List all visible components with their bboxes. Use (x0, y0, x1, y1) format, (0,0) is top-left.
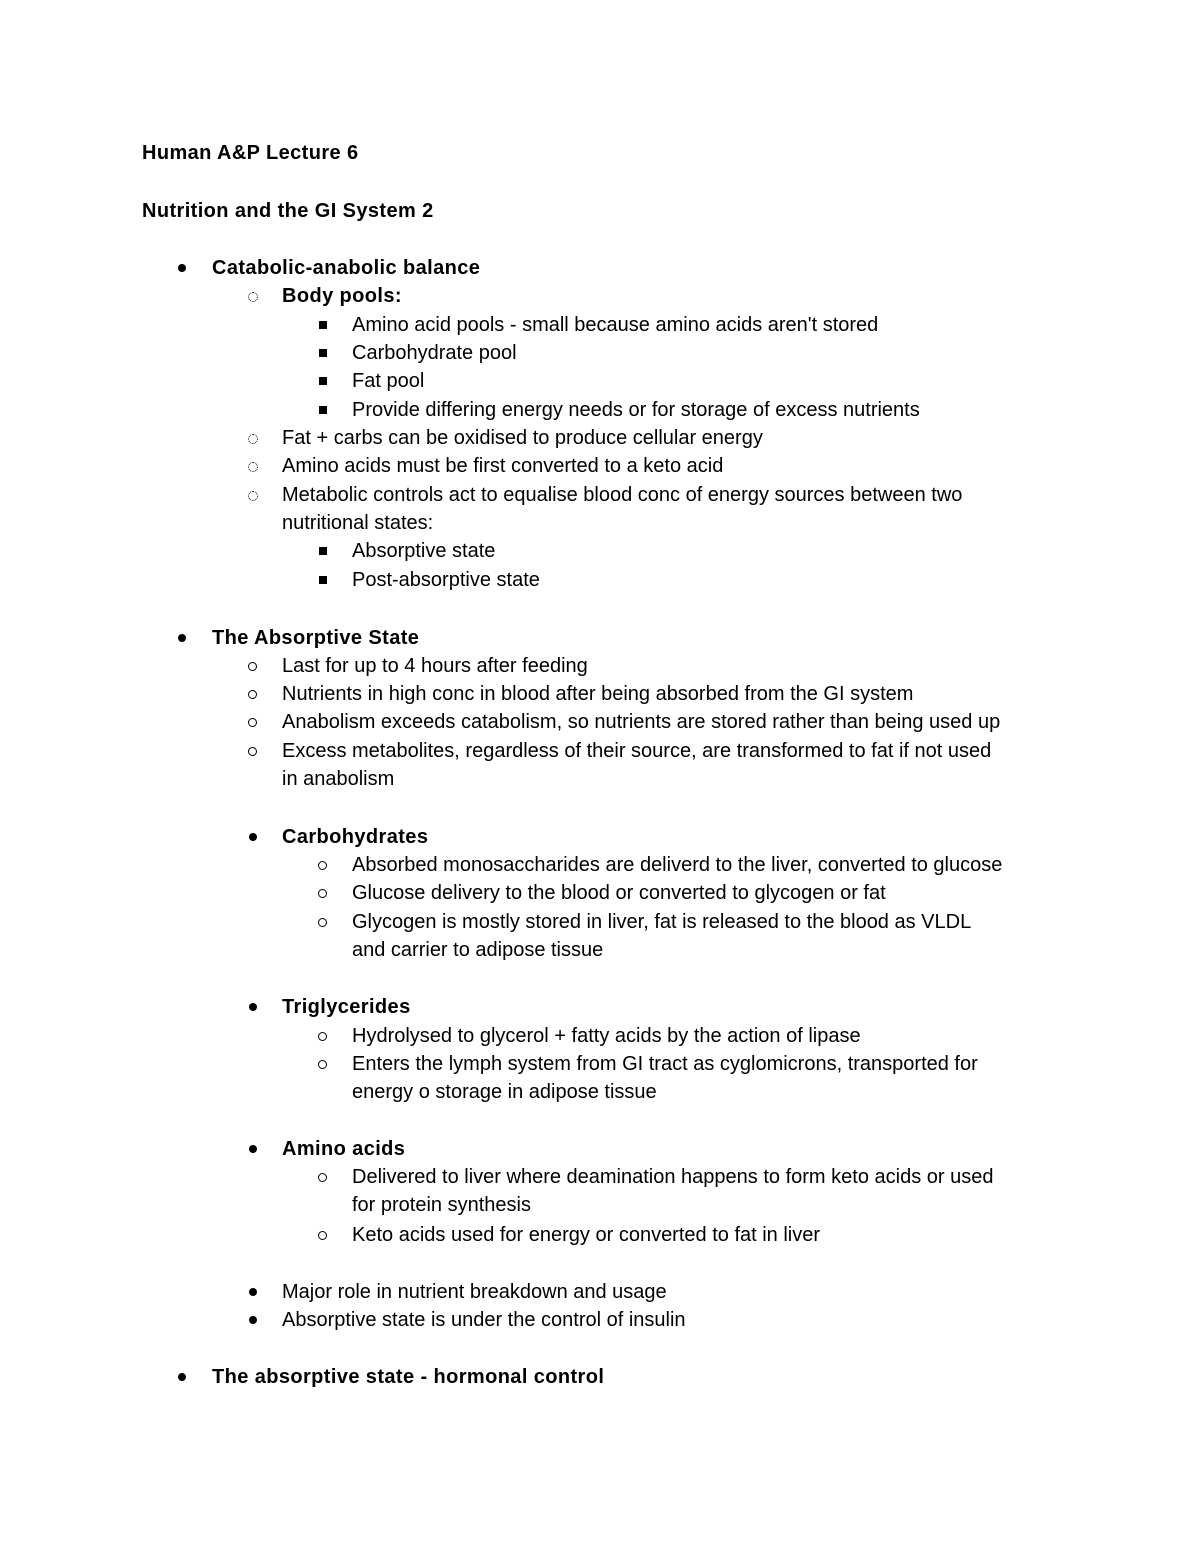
subheading-body-pools: Body pools: (282, 285, 402, 307)
disc-bullet-icon (178, 1373, 186, 1381)
list-item: Glucose delivery to the blood or converted to glycogen or fat (352, 882, 886, 904)
list-item: Major role in nutrient breakdown and usage (282, 1281, 667, 1303)
dotted-circle-bullet-icon (248, 434, 258, 444)
dotted-circle-bullet-icon (248, 491, 258, 501)
disc-bullet-icon (178, 264, 186, 272)
list-item: Amino acid pools - small because amino acids aren't stored (352, 314, 879, 336)
list-item: Fat + carbs can be oxidised to produce cellular energy (282, 427, 763, 449)
disc-bullet-icon (178, 634, 186, 642)
circle-bullet-icon (318, 889, 327, 898)
square-bullet-icon (319, 576, 327, 584)
square-bullet-icon (319, 349, 327, 357)
subheading-triglycerides: Triglycerides (282, 996, 411, 1018)
list-item: Nutrients in high conc in blood after being absorbed from the GI system (282, 683, 914, 705)
square-bullet-icon (319, 321, 327, 329)
square-bullet-icon (319, 406, 327, 414)
list-item-continuation: energy o storage in adipose tissue (352, 1081, 657, 1103)
circle-bullet-icon (248, 718, 257, 727)
list-item: Glycogen is mostly stored in liver, fat is released to the blood as VLDL (352, 911, 972, 933)
document-title: Human A&P Lecture 6 (142, 142, 359, 164)
circle-bullet-icon (318, 1231, 327, 1240)
square-bullet-icon (319, 547, 327, 555)
circle-bullet-icon (318, 1060, 327, 1069)
document-subtitle: Nutrition and the GI System 2 (142, 200, 434, 222)
circle-bullet-icon (248, 662, 257, 671)
subheading-amino-acids: Amino acids (282, 1138, 406, 1160)
list-item: Last for up to 4 hours after feeding (282, 655, 588, 677)
circle-bullet-icon (318, 1032, 327, 1041)
list-item: Absorbed monosaccharides are deliverd to the liver, converted to glucose (352, 854, 1003, 876)
list-item-continuation: in anabolism (282, 768, 395, 790)
dotted-circle-bullet-icon (248, 292, 258, 302)
section-heading-absorptive: The Absorptive State (212, 627, 420, 649)
list-item: Provide differing energy needs or for storage of excess nutrients (352, 399, 920, 421)
circle-bullet-icon (248, 747, 257, 756)
list-item-continuation: nutritional states: (282, 512, 434, 534)
dotted-circle-bullet-icon (248, 462, 258, 472)
circle-bullet-icon (318, 1173, 327, 1182)
disc-bullet-icon (249, 833, 257, 841)
section-heading-hormonal: The absorptive state - hormonal control (212, 1366, 605, 1388)
list-item: Keto acids used for energy or converted to fat in liver (352, 1224, 821, 1246)
list-item-continuation: for protein synthesis (352, 1194, 531, 1216)
section-heading-catabolic: Catabolic-anabolic balance (212, 257, 481, 279)
list-item: Delivered to liver where deamination happens to form keto acids or used (352, 1166, 994, 1188)
square-bullet-icon (319, 377, 327, 385)
list-item: Excess metabolites, regardless of their source, are transformed to fat if not used (282, 740, 992, 762)
disc-bullet-icon (249, 1003, 257, 1011)
subheading-carbohydrates: Carbohydrates (282, 826, 429, 848)
circle-bullet-icon (318, 918, 327, 927)
disc-bullet-icon (249, 1316, 257, 1324)
list-item: Absorptive state (352, 540, 496, 562)
list-item: Absorptive state is under the control of insulin (282, 1309, 686, 1331)
list-item: Fat pool (352, 370, 425, 392)
circle-bullet-icon (318, 861, 327, 870)
list-item: Enters the lymph system from GI tract as cyglomicrons, transported for (352, 1053, 978, 1075)
circle-bullet-icon (248, 690, 257, 699)
list-item: Hydrolysed to glycerol + fatty acids by the action of lipase (352, 1025, 861, 1047)
list-item: Anabolism exceeds catabolism, so nutrients are stored rather than being used up (282, 711, 1001, 733)
disc-bullet-icon (249, 1288, 257, 1296)
list-item: Carbohydrate pool (352, 342, 517, 364)
list-item: Amino acids must be first converted to a keto acid (282, 455, 724, 477)
disc-bullet-icon (249, 1145, 257, 1153)
list-item: Metabolic controls act to equalise blood conc of energy sources between two (282, 484, 963, 506)
list-item-continuation: and carrier to adipose tissue (352, 939, 604, 961)
list-item: Post-absorptive state (352, 569, 540, 591)
